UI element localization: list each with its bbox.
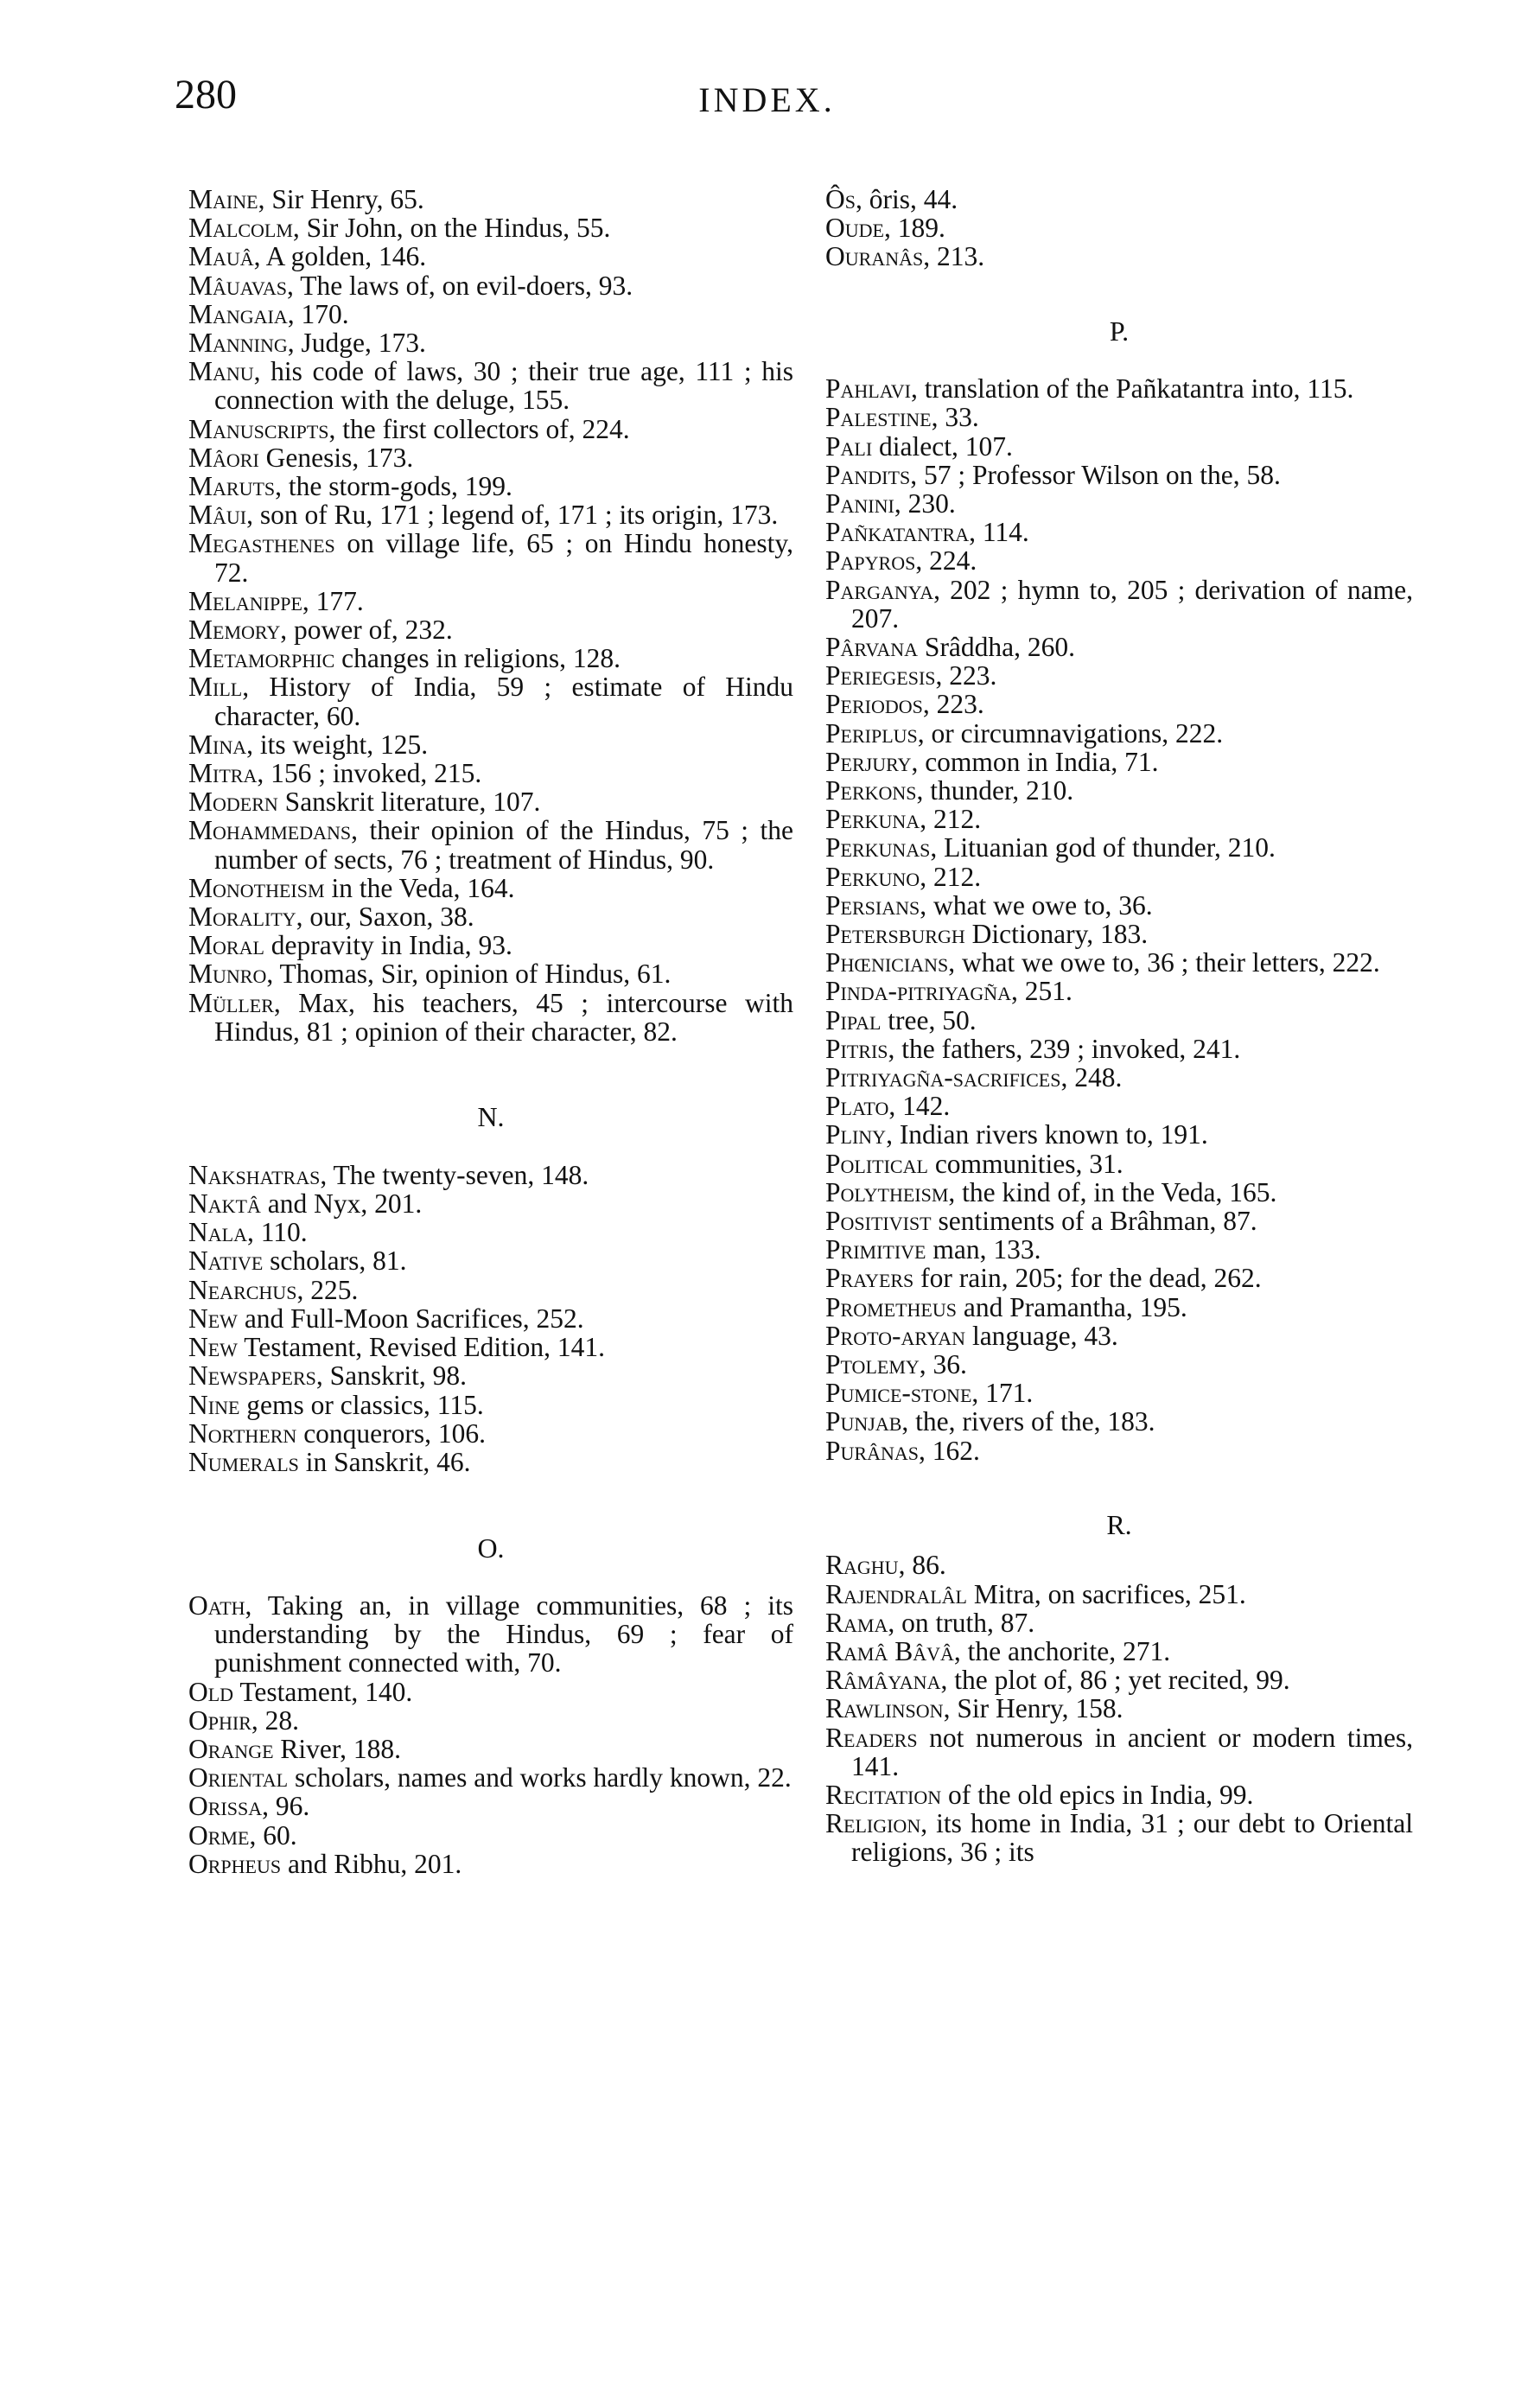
entry-headword: Punjab — [825, 1406, 902, 1437]
entry-headword: Perkuna — [825, 804, 920, 835]
entry-text: , 110. — [246, 1217, 308, 1248]
entry-text: River, 188. — [273, 1733, 402, 1764]
index-entry — [825, 948, 1413, 977]
index-entry — [825, 633, 1413, 661]
entry-headword: New — [188, 1303, 238, 1334]
index-entry — [188, 328, 793, 357]
index-entry — [825, 833, 1413, 862]
entry-headword: New — [188, 1332, 238, 1363]
entry-text: , Lituanian god of thunder, 210. — [930, 832, 1276, 863]
entry-headword: Mitra — [188, 758, 258, 789]
index-entry — [825, 1407, 1413, 1436]
entry-text: , ôris, 44. — [855, 184, 958, 214]
index-entry — [825, 1379, 1413, 1407]
entry-headword: Numerals — [188, 1446, 299, 1477]
index-entry — [188, 443, 793, 472]
entry-headword: Ptolemy — [825, 1349, 920, 1380]
entry-text: , 36. — [919, 1349, 967, 1380]
entry-text: , 60. — [249, 1819, 297, 1851]
entry-headword: Recitation — [825, 1780, 942, 1811]
entry-headword: Manning — [188, 328, 288, 359]
index-entry — [825, 576, 1413, 633]
index-entry — [188, 644, 793, 672]
index-entry — [825, 661, 1413, 690]
index-column-right — [825, 185, 1413, 1867]
entry-text: , Sir Henry, 65. — [258, 184, 424, 214]
index-entry — [188, 185, 793, 213]
section-gap — [825, 271, 1413, 317]
entry-text: Testament, Revised Edition, 141. — [237, 1332, 605, 1363]
entry-text: , 114. — [969, 517, 1029, 548]
entry-text: , the plot of, 86 ; yet recited, 99. — [940, 1665, 1290, 1696]
entry-headword: Orissa — [188, 1791, 263, 1822]
index-entry — [188, 529, 793, 586]
entry-headword: Pitris — [825, 1033, 888, 1064]
index-entry — [825, 1694, 1413, 1723]
entry-headword: Naktâ — [188, 1188, 261, 1220]
section-gap — [188, 1132, 793, 1161]
entry-headword: Rawlinson — [825, 1693, 944, 1724]
entry-text: , what we owe to, 36. — [920, 889, 1153, 921]
entry-headword: Periegesis — [825, 660, 936, 691]
entry-text: , 224. — [915, 545, 977, 577]
index-entry — [825, 185, 1413, 213]
entry-text: , son of Ru, 171 ; legend of, 171 ; its origin, 173. — [246, 500, 779, 531]
entry-text: , 177. — [302, 585, 364, 616]
entry-text: , power of, 232. — [280, 615, 453, 646]
entry-text: , the anchorite, 271. — [953, 1636, 1171, 1667]
entry-text: , 251. — [1011, 976, 1073, 1007]
entry-text: , 57 ; Professor Wilson on the, 58. — [910, 459, 1281, 490]
section-letter: P. — [1109, 315, 1130, 347]
entry-text: , Indian rivers known to, 191. — [886, 1119, 1208, 1150]
section-gap — [188, 1046, 793, 1103]
entry-headword: Mangaia — [188, 298, 288, 329]
section-letter: N. — [477, 1101, 505, 1133]
entry-headword: Old — [188, 1676, 234, 1707]
entry-headword: Pliny — [825, 1119, 887, 1150]
entry-headword: Orange — [188, 1733, 274, 1764]
entry-headword: Manuscripts — [188, 413, 329, 444]
index-entry — [825, 1609, 1413, 1637]
entry-headword: Pumice-stone — [825, 1378, 972, 1409]
entry-text: , 171. — [971, 1378, 1034, 1409]
index-entry — [188, 1735, 793, 1763]
entry-text: , his code of laws, 30 ; their true age, 111 ; his connection with the deluge, 155. — [214, 356, 793, 416]
entry-headword: Moral — [188, 930, 264, 961]
index-entry — [188, 816, 793, 873]
entry-text: of the old epics in India, 99. — [941, 1780, 1254, 1811]
index-entry — [188, 1448, 793, 1476]
entry-text: , its weight, 125. — [246, 729, 429, 760]
entry-text: in the Veda, 164. — [324, 872, 515, 903]
index-entry — [188, 730, 793, 759]
index-entry — [825, 489, 1413, 518]
entry-text: changes in religions, 128. — [334, 643, 621, 674]
index-entry — [188, 357, 793, 414]
entry-headword: Panini — [825, 487, 894, 519]
index-entry — [825, 242, 1413, 271]
index-entry — [825, 1322, 1413, 1350]
index-entry — [188, 1391, 793, 1419]
index-entry — [825, 213, 1413, 242]
index-entry — [188, 1361, 793, 1390]
entry-text: , Judge, 173. — [287, 328, 426, 359]
entry-text: scholars, 81. — [263, 1245, 407, 1277]
index-entry — [825, 977, 1413, 1005]
entry-headword: Mâui — [188, 500, 247, 531]
index-entry — [825, 432, 1413, 461]
entry-headword: Periplus — [825, 717, 918, 749]
entry-headword: Nine — [188, 1389, 240, 1420]
entry-headword: Purânas — [825, 1435, 919, 1466]
entry-headword: Pârvana — [825, 631, 919, 662]
entry-headword: Pipal — [825, 1004, 882, 1035]
index-entry — [825, 1551, 1413, 1579]
entry-headword: Ouranâs — [825, 241, 924, 272]
index-entry — [825, 403, 1413, 431]
entry-text: man, 133. — [926, 1234, 1041, 1265]
index-entry — [188, 1763, 793, 1792]
index-entry — [188, 1218, 793, 1246]
index-entry — [825, 518, 1413, 546]
entry-headword: Nearchus — [188, 1274, 297, 1305]
index-entry — [825, 1207, 1413, 1235]
entry-text: , 212. — [920, 861, 982, 892]
index-entry — [188, 1161, 793, 1189]
index-entry — [188, 1591, 793, 1678]
entry-headword: Rajendralâl — [825, 1578, 967, 1609]
entry-headword: Native — [188, 1245, 264, 1277]
index-entry — [188, 1304, 793, 1333]
entry-text: on village life, 65 ; on Hindu honesty, 72. — [214, 528, 793, 588]
entry-text: tree, 50. — [881, 1004, 977, 1035]
entry-text: Genesis, 173. — [258, 442, 414, 473]
entry-text: , 223. — [935, 660, 997, 691]
entry-headword: Petersburgh — [825, 918, 965, 949]
index-entry — [188, 959, 793, 988]
entry-text: , 142. — [888, 1091, 951, 1122]
entry-headword: Maruts — [188, 471, 276, 502]
entry-headword: Ramâ Bâvâ — [825, 1636, 954, 1667]
entry-headword: Modern — [188, 787, 278, 818]
entry-text: , Taking an, in village communities, 68 ; its understanding by the Hindus, 69 ; fear of punishment connected with, 70. — [214, 1589, 793, 1679]
entry-headword: Malcolm — [188, 213, 293, 244]
entry-text: communities, 31. — [927, 1148, 1123, 1179]
entry-headword: Memory — [188, 615, 281, 646]
entry-text: sentiments of a Brâhman, 87. — [931, 1206, 1257, 1236]
entry-text: Sanskrit literature, 107. — [277, 787, 541, 818]
entry-headword: Phœnicians — [825, 947, 949, 978]
entry-text: , 156 ; invoked, 215. — [257, 758, 482, 789]
index-entry — [825, 891, 1413, 920]
index-entry — [825, 863, 1413, 891]
entry-text: , Sanskrit, 98. — [315, 1360, 468, 1392]
entry-headword: Pinda-pitriyagña — [825, 976, 1011, 1007]
section-letter: O. — [477, 1532, 505, 1564]
entry-headword: Plato — [825, 1091, 889, 1122]
index-entry — [825, 374, 1413, 403]
entry-headword: Religion — [825, 1808, 921, 1839]
entry-text: , 189. — [883, 213, 945, 244]
page-number: 280 — [175, 72, 237, 118]
index-entry — [825, 690, 1413, 718]
entry-text: , A golden, 146. — [253, 241, 427, 272]
entry-text: , The laws of, on evil-doers, 93. — [287, 270, 633, 301]
entry-headword: Ôs — [825, 184, 856, 214]
index-entry — [825, 1666, 1413, 1694]
section-gap — [188, 1563, 793, 1591]
entry-text: scholars, names and works hardly known, 22. — [288, 1762, 792, 1793]
index-entry — [825, 1120, 1413, 1149]
entry-text: , 213. — [923, 241, 985, 272]
entry-headword: Munro — [188, 959, 267, 990]
entry-text: depravity in India, 93. — [264, 930, 512, 961]
index-entry — [188, 1821, 793, 1850]
entry-headword: Persians — [825, 889, 920, 921]
entry-headword: Metamorphic — [188, 643, 335, 674]
index-entry — [188, 1678, 793, 1706]
index-entry — [188, 213, 793, 242]
index-entry — [188, 989, 793, 1046]
entry-headword: Prometheus — [825, 1291, 957, 1322]
index-entry — [188, 472, 793, 500]
entry-text: , common in India, 71. — [911, 746, 1159, 777]
section-gap — [825, 346, 1413, 374]
entry-headword: Northern — [188, 1417, 297, 1449]
entry-headword: Perjury — [825, 746, 912, 777]
entry-headword: Nakshatras — [188, 1159, 321, 1190]
entry-text: , the, rivers of the, 183. — [901, 1406, 1155, 1437]
entry-text: , History of India, 59 ; estimate of Hindu character, 60. — [214, 672, 793, 731]
index-entry — [825, 920, 1413, 948]
index-entry — [825, 1006, 1413, 1035]
entry-headword: Manu — [188, 356, 254, 387]
entry-text: not numerous in ancient or modern times, 141. — [851, 1722, 1413, 1781]
entry-text: Dictionary, 183. — [964, 918, 1149, 949]
entry-headword: Mill — [188, 672, 243, 703]
entry-headword: Pitriyagña-sacrifices — [825, 1061, 1061, 1093]
index-entry — [188, 1246, 793, 1275]
entry-headword: Primitive — [825, 1234, 926, 1265]
entry-text: , 230. — [894, 487, 956, 519]
entry-text: for rain, 205; for the dead, 262. — [913, 1263, 1262, 1294]
entry-text: , 96. — [262, 1791, 310, 1822]
entry-text: , 33. — [931, 402, 979, 433]
index-entry — [188, 271, 793, 300]
index-entry — [188, 500, 793, 529]
index-entry — [188, 1850, 793, 1878]
entry-text: , translation of the Pañkatantra into, 115. — [911, 373, 1354, 405]
entry-headword: Perkuno — [825, 861, 920, 892]
index-entry — [188, 874, 793, 902]
entry-headword: Râmâyana — [825, 1665, 941, 1696]
entry-headword: Polytheism — [825, 1176, 949, 1207]
index-entry — [825, 1809, 1413, 1866]
index-entry — [825, 1235, 1413, 1264]
index-entry — [188, 1333, 793, 1361]
entry-headword: Papyros — [825, 545, 916, 577]
entry-text: , their opinion of the Hindus, 75 ; the number of sects, 76 ; treatment of Hindus, 90. — [214, 815, 793, 875]
index-entry — [825, 1092, 1413, 1120]
entry-text: , its home in India, 31 ; our debt to Oriental religions, 36 ; its — [851, 1808, 1413, 1868]
entry-text: , the kind of, in the Veda, 165. — [948, 1176, 1277, 1207]
entry-text: , Sir John, on the Hindus, 55. — [292, 213, 611, 244]
index-entry — [825, 1264, 1413, 1292]
index-entry — [825, 748, 1413, 776]
entry-headword: Orme — [188, 1819, 250, 1851]
entry-text: , Max, his teachers, 45 ; intercourse with Hindus, 81 ; opinion of their character, 82. — [214, 987, 793, 1047]
entry-headword: Orpheus — [188, 1848, 282, 1879]
entry-text: , the storm-gods, 199. — [275, 471, 512, 502]
index-entry — [825, 546, 1413, 575]
entry-headword: Müller — [188, 987, 274, 1018]
entry-text: , 86. — [898, 1550, 946, 1581]
entry-headword: Pañkatantra — [825, 517, 970, 548]
entry-headword: Ophir — [188, 1704, 251, 1736]
entry-text: , Thomas, Sir, opinion of Hindus, 61. — [266, 959, 672, 990]
index-entry — [825, 1580, 1413, 1609]
index-entry — [825, 1150, 1413, 1178]
entry-headword: Periodos — [825, 689, 923, 720]
entry-headword: Mâori — [188, 442, 259, 473]
entry-text: and Pramantha, 195. — [956, 1291, 1187, 1322]
entry-headword: Pandits — [825, 459, 911, 490]
entry-text: and Full-Moon Sacrifices, 252. — [237, 1303, 584, 1334]
entry-text: , 248. — [1060, 1061, 1123, 1093]
entry-headword: Parganya — [825, 574, 934, 605]
entry-text: , 202 ; hymn to, 205 ; derivation of name, 207. — [851, 574, 1413, 634]
entry-headword: Mâuavas — [188, 270, 288, 301]
entry-headword: Oude — [825, 213, 884, 244]
entry-text: and Nyx, 201. — [260, 1188, 423, 1220]
entry-text: language, 43. — [965, 1320, 1118, 1351]
section-gap — [188, 1476, 793, 1533]
entry-headword: Monotheism — [188, 872, 325, 903]
index-entry — [825, 1035, 1413, 1063]
index-entry — [188, 587, 793, 615]
index-entry — [188, 1419, 793, 1448]
section-gap — [825, 1465, 1413, 1511]
index-entry — [188, 1189, 793, 1218]
entry-headword: Megasthenes — [188, 528, 335, 559]
entry-headword: Oriental — [188, 1762, 289, 1793]
index-entry — [188, 759, 793, 787]
entry-headword: Rama — [825, 1607, 888, 1638]
index-entry — [188, 415, 793, 443]
index-entry — [825, 719, 1413, 748]
running-head: INDEX. — [698, 80, 836, 119]
entry-text: , 212. — [920, 804, 982, 835]
entry-headword: Newspapers — [188, 1360, 316, 1392]
entry-headword: Pahlavi — [825, 373, 911, 405]
entry-text: in Sanskrit, 46. — [298, 1446, 471, 1477]
index-entry — [825, 1723, 1413, 1781]
entry-text: , 223. — [922, 689, 984, 720]
index-entry — [188, 1792, 793, 1820]
entry-text: , 28. — [251, 1704, 299, 1736]
entry-text: , our, Saxon, 38. — [296, 901, 474, 933]
entry-headword: Nala — [188, 1217, 247, 1248]
entry-text: dialect, 107. — [872, 430, 1013, 462]
entry-text: , on truth, 87. — [888, 1607, 1035, 1638]
entry-headword: Political — [825, 1148, 928, 1179]
entry-headword: Perkunas — [825, 832, 931, 863]
index-entry — [188, 1276, 793, 1304]
entry-headword: Melanippe — [188, 585, 302, 616]
index-entry — [188, 931, 793, 959]
entry-text: , the first collectors of, 224. — [328, 413, 630, 444]
entry-headword: Mina — [188, 729, 247, 760]
entry-text: and Ribhu, 201. — [281, 1848, 462, 1879]
index-entry — [825, 1293, 1413, 1322]
index-entry — [188, 615, 793, 644]
index-entry — [825, 1781, 1413, 1809]
entry-headword: Mohammedans — [188, 815, 352, 846]
index-entry — [825, 1178, 1413, 1207]
entry-text: , The twenty-seven, 148. — [320, 1159, 589, 1190]
entry-text: Testament, 140. — [233, 1676, 413, 1707]
entry-headword: Positivist — [825, 1206, 932, 1236]
entry-text: , the fathers, 239 ; invoked, 241. — [888, 1033, 1241, 1064]
entry-text: , thunder, 210. — [916, 774, 1074, 806]
index-entry — [825, 1437, 1413, 1465]
index-entry — [825, 805, 1413, 833]
index-column-left — [188, 185, 793, 1878]
entry-text: conquerors, 106. — [296, 1417, 487, 1449]
index-entry — [188, 902, 793, 931]
entry-headword: Palestine — [825, 402, 932, 433]
entry-headword: Readers — [825, 1722, 918, 1753]
entry-text: , Sir Henry, 158. — [943, 1693, 1123, 1724]
entry-headword: Morality — [188, 901, 296, 933]
entry-text: , 225. — [296, 1274, 359, 1305]
index-entry — [188, 1706, 793, 1735]
index-entry — [188, 672, 793, 729]
entry-text: , 162. — [918, 1435, 980, 1466]
index-entry — [825, 1063, 1413, 1092]
entry-headword: Perkons — [825, 774, 917, 806]
index-entry — [188, 300, 793, 328]
entry-headword: Proto-aryan — [825, 1320, 966, 1351]
index-entry — [825, 1637, 1413, 1666]
entry-text: , 170. — [287, 298, 349, 329]
entry-text: Mitra, on sacrifices, 251. — [967, 1578, 1246, 1609]
entry-text: , or circumnavigations, 222. — [917, 717, 1224, 749]
section-letter: R. — [1106, 1508, 1132, 1540]
index-entry — [825, 776, 1413, 805]
entry-headword: Mauâ — [188, 241, 254, 272]
entry-headword: Maine — [188, 184, 258, 214]
index-entry — [825, 1350, 1413, 1379]
entry-text: , what we owe to, 36 ; their letters, 222. — [948, 947, 1380, 978]
index-entry — [188, 787, 793, 816]
entry-text: gems or classics, 115. — [239, 1389, 484, 1420]
section-gap — [825, 1539, 1413, 1551]
index-entry — [825, 461, 1413, 489]
index-entry — [188, 242, 793, 271]
entry-headword: Pali — [825, 430, 873, 462]
entry-headword: Oath — [188, 1589, 245, 1621]
entry-text: Srâddha, 260. — [918, 631, 1076, 662]
entry-headword: Raghu — [825, 1550, 899, 1581]
entry-headword: Prayers — [825, 1263, 914, 1294]
